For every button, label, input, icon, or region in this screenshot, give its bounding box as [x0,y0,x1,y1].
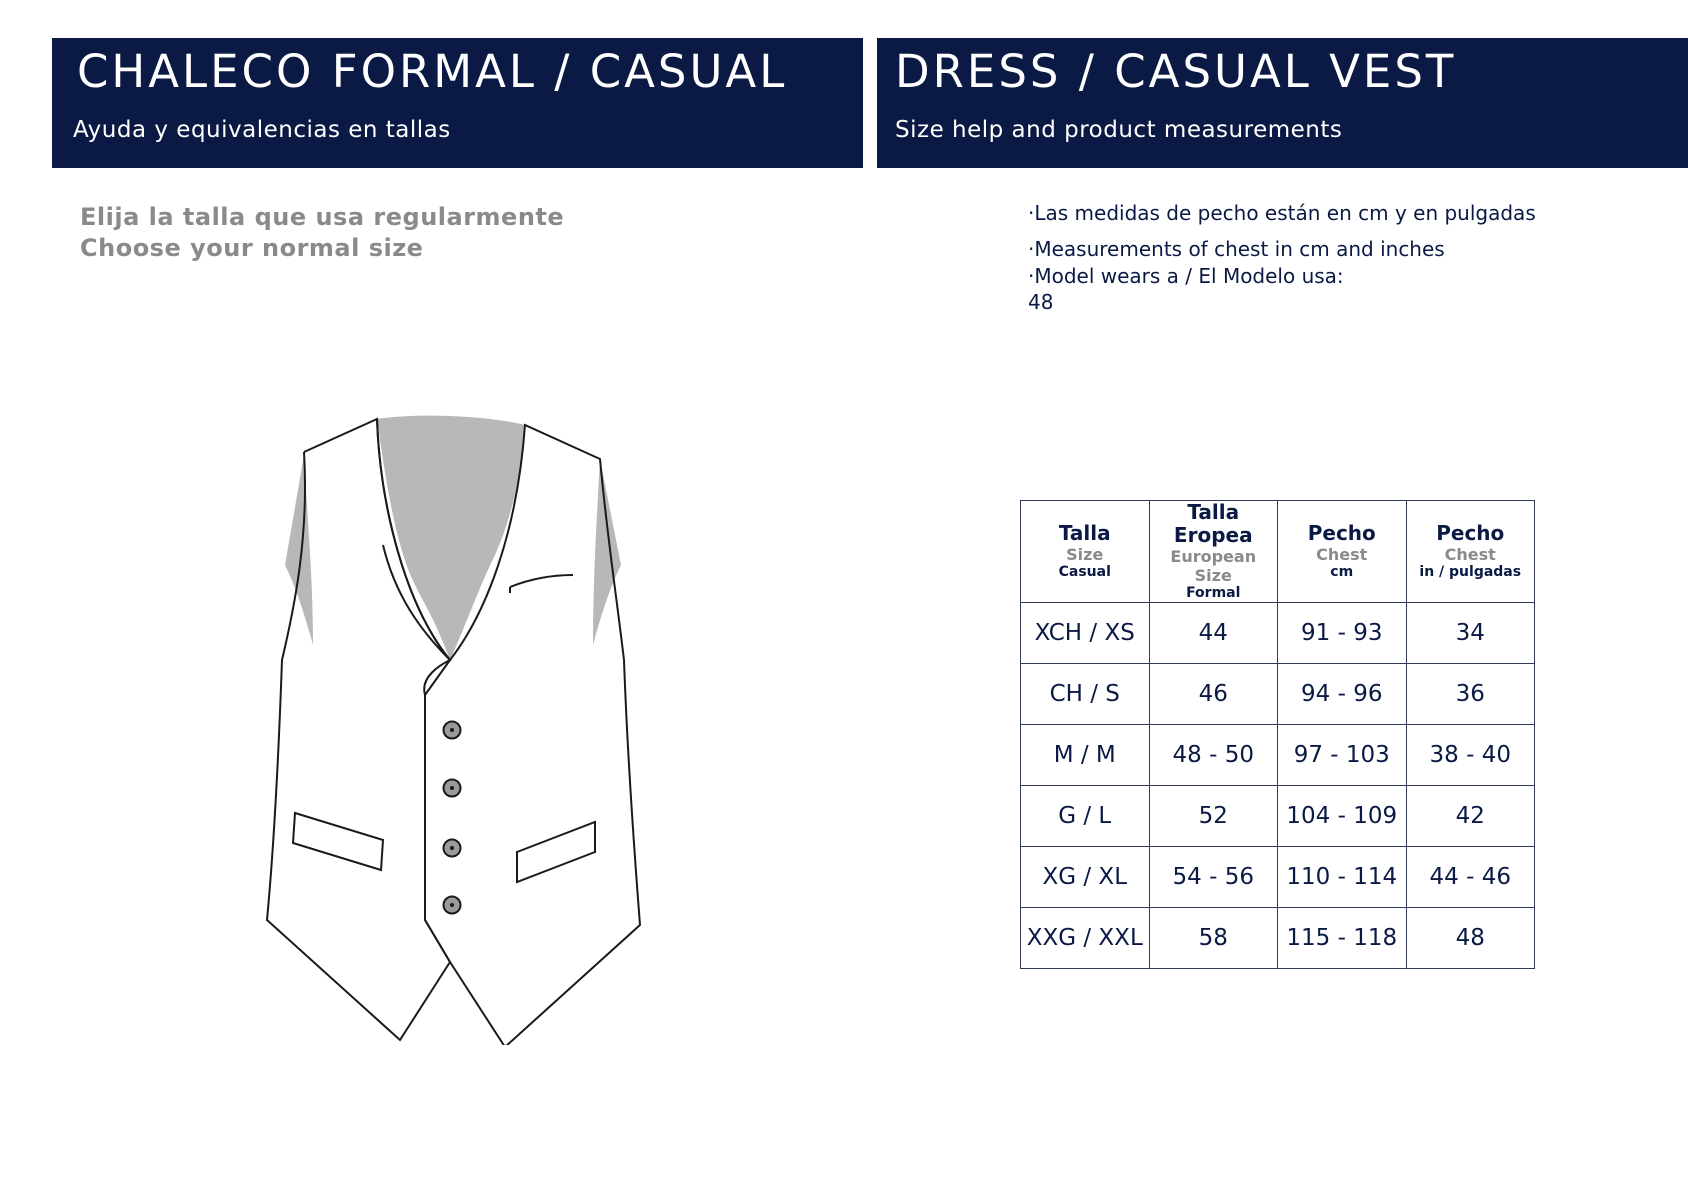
vest-illustration [255,415,645,1045]
cell-chest-cm: 91 - 93 [1278,603,1407,664]
instruction-spanish: Elija la talla que usa regularmente [80,203,565,231]
note-model-size-label: ·Model wears a / El Modelo usa: [1028,264,1344,288]
cell-chest-cm: 94 - 96 [1278,664,1407,725]
instruction-english: Choose your normal size [80,234,424,262]
header-sub: Size [1066,545,1104,564]
cell-european-size: 46 [1149,664,1278,725]
table-row [1021,908,1535,969]
cell-european-size: 54 - 56 [1149,847,1278,908]
header-chest-inches [1406,501,1535,603]
header-unit: in / pulgadas [1419,564,1522,580]
cell-chest-inches: 38 - 40 [1406,725,1535,786]
header-main: Pecho [1436,521,1505,545]
cell-chest-cm: 110 - 114 [1278,847,1407,908]
size-instructions [80,202,564,264]
header-sub: Chest [1316,545,1368,564]
header-unit: Casual [1058,564,1111,580]
button-3-hole [450,846,454,850]
note-model-size-value: 48 [1028,290,1054,314]
header-european-size [1149,501,1278,603]
right-armhole-shape [593,459,621,645]
header-sub: European Size [1170,547,1257,585]
page-subtitle-spanish: Ayuda y equivalencias en tallas [73,117,451,143]
cell-chest-inches: 42 [1406,786,1535,847]
cell-casual-size: XG / XL [1021,847,1150,908]
header-unit: Formal [1186,585,1241,601]
table-row [1021,847,1535,908]
cell-casual-size: M / M [1021,725,1150,786]
right-pocket-shape [517,822,595,882]
note-chest-spanish: ·Las medidas de pecho están en cm y en pulgadas [1028,201,1536,225]
header-unit: cm [1330,564,1354,580]
cell-european-size: 44 [1149,603,1278,664]
table-row [1021,786,1535,847]
header-banner-english [877,38,1688,168]
cell-casual-size: XXG / XXL [1021,908,1150,969]
cell-chest-cm: 115 - 118 [1278,908,1407,969]
vest-lining-shape [377,416,525,660]
chest-pocket-shape [510,575,573,587]
table-header-row [1021,501,1535,603]
cell-casual-size: XCH / XS [1021,603,1150,664]
table-row [1021,603,1535,664]
page-title-spanish: CHALECO FORMAL / CASUAL [77,45,788,98]
cell-chest-inches: 48 [1406,908,1535,969]
cell-european-size: 58 [1149,908,1278,969]
header-main: Pecho [1307,521,1376,545]
button-1-hole [450,728,454,732]
header-chest-cm [1278,501,1407,603]
cell-chest-inches: 36 [1406,664,1535,725]
cell-european-size: 52 [1149,786,1278,847]
button-4-hole [450,903,454,907]
left-pocket-shape [293,813,383,870]
size-table [1020,500,1535,969]
cell-chest-cm: 104 - 109 [1278,786,1407,847]
cell-casual-size: CH / S [1021,664,1150,725]
page-title-english: DRESS / CASUAL VEST [895,45,1457,98]
cell-chest-cm: 97 - 103 [1278,725,1407,786]
vest-buttons [444,722,461,914]
cell-chest-inches: 34 [1406,603,1535,664]
header-sub: Chest [1444,545,1496,564]
cell-european-size: 48 - 50 [1149,725,1278,786]
table-row [1021,725,1535,786]
page-subtitle-english: Size help and product measurements [895,117,1343,143]
cell-chest-inches: 44 - 46 [1406,847,1535,908]
header-main: Talla [1058,521,1111,545]
note-chest-english: ·Measurements of chest in cm and inches [1028,237,1445,261]
header-main: Talla Eropea [1173,500,1253,547]
cell-casual-size: G / L [1021,786,1150,847]
left-armhole-shape [285,455,313,645]
button-2-hole [450,786,454,790]
header-banner-spanish [52,38,863,168]
header-casual-size [1021,501,1150,603]
table-row [1021,664,1535,725]
